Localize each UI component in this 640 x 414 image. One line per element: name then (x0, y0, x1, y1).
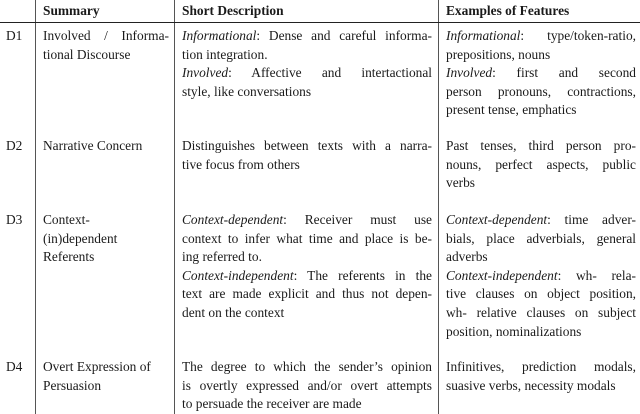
header-rule (0, 22, 640, 23)
row-summary: Context- (in)dependent Referents (43, 212, 118, 265)
row-description: The degree to which the sender’s opinion is overtly expressed and/or overt attempts to persuade the receiver are made (182, 359, 432, 412)
row-id: D2 (6, 138, 23, 153)
row-id: D3 (6, 212, 23, 227)
header-examples-of-features: Examples of Features (446, 3, 570, 18)
row-summary: Involved / Informa- tional Discourse (43, 28, 169, 62)
row-id: D1 (6, 28, 23, 43)
row-examples: Context-dependent: time adver- bials, place adverbials, general adverbs Context-independent: wh- rela- tive clauses on object position, wh- relative clauses on subject position, nominalizations (446, 212, 636, 339)
column-divider (174, 0, 175, 414)
column-divider (35, 0, 36, 414)
row-description: Distinguishes between texts with a narra- tive focus from others (182, 138, 432, 172)
header-summary: Summary (43, 3, 100, 18)
row-description: Context-dependent: Receiver must use context to infer what time and place is be- ing referred to. Context-independent: The referents in the text are made explicit and thus not depen- dent on the context (182, 212, 432, 320)
row-description: Informational: Dense and careful informa- tion integration. Involved: Affective and intertactional style, like conversations (182, 28, 432, 99)
row-examples: Past tenses, third person pro- nouns, perfect aspects, public verbs (446, 138, 636, 191)
row-summary: Narrative Concern (43, 138, 143, 153)
header-short-description: Short Description (182, 3, 284, 18)
row-summary: Overt Expression of Persuasion (43, 359, 151, 393)
row-examples: Informational: type/token-ratio, prepositions, nouns Involved: first and second person pronouns, contractions, present tense, emphatics (446, 28, 636, 118)
column-divider (438, 0, 439, 414)
row-examples: Infinitives, prediction modals, suasive verbs, necessity modals (446, 359, 636, 393)
row-id: D4 (6, 359, 23, 374)
